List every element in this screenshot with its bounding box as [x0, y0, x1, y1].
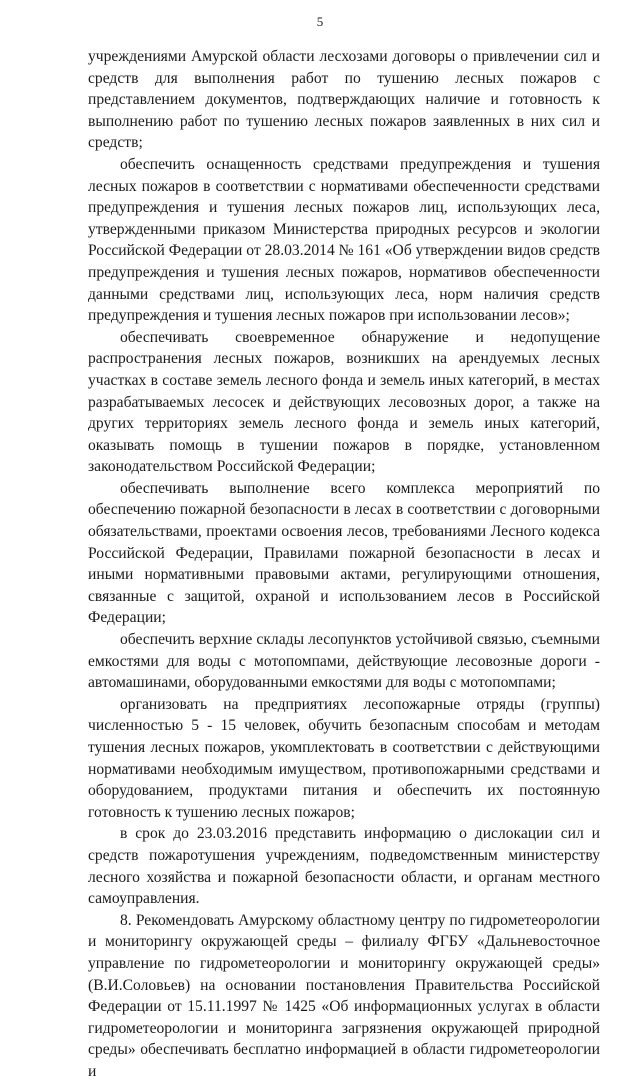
paragraph-item-8-hydrometeorology: 8. Рекомендовать Амурскому областному центру по гидрометеорологии и мониторингу окружающей среды – филиалу ФГБУ «Дальневосточное управление по гидрометеорологии и мониторингу окружающей среды» (В.И.Соловьев) на основании постановления Правительства Российской Федерации от 15.11.1997 № 1425 «Об информационных услугах в области гидрометеорологии и мониторинга загрязнения окружающей природной среды» обеспечивать бесплатно информацией в области гидрометеорологии и — [88, 911, 600, 1080]
paragraph-contract-continuation: учреждениями Амурской области лесхозами договоры о привлечении сил и средств для выполнения работ по тушению лесных пожаров с представлением документов, подтверждающих наличие и готовность к выполнению работ по тушению лесных пожаров заявленных в них сил и средств; — [88, 48, 600, 152]
page-number: 5 — [316, 14, 324, 29]
paragraph-fire-safety-measures: обеспечивать выполнение всего комплекса мероприятий по обеспечению пожарной безопасности в лесах в соответствии с договорными обязательствами, проектами освоения лесов, требованиями Лесного кодекса Российской Федерации, Правилами пожарной безопасности в лесах и иными нормативными правовыми актами, регулирующими отношения, связанные с защитой, охраной и использованием лесов в Российской Федерации; — [88, 479, 600, 627]
document-body — [88, 46, 600, 1083]
paragraph-equipment-standards: обеспечить оснащенность средствами предупреждения и тушения лесных пожаров в соответствии с нормативами обеспеченности средствами предупреждения и тушения лесных пожаров лиц, использующих леса, утвержденными приказом Министерства природных ресурсов и экологии Российской Федерации от 28.03.2014 № 161 «Об утверждении видов средств предупреждения и тушения лесных пожаров, нормативов обеспеченности данными средствами лиц, использующих леса, норм наличия средств предупреждения и тушения лесных пожаров при использовании лесов»; — [88, 155, 600, 325]
paragraph-firefighting-teams: организовать на предприятиях лесопожарные отряды (группы) численностью 5 - 15 человек, обучить безопасным способам и методам тушения лесных пожаров, укомплектовать в соответствии с действующими нормативами необходимым имуществом, противопожарными средствами и оборудованием, продуктами питания и обеспечить их постоянную готовность к тушению лесных пожаров; — [88, 695, 600, 821]
paragraph-warehouse-communications: обеспечить верхние склады лесопунктов устойчивой связью, съемными емкостями для воды с мотопомпами, действующие лесовозные дороги - автомашинами, оборудованными емкостями для воды с мотопомпами; — [88, 631, 600, 692]
paragraph-fire-detection: обеспечивать своевременное обнаружение и недопущение распространения лесных пожаров, возникших на арендуемых лесных участках в составе земель лесного фонда и земель иных категорий, в местах разрабатываемых лесосек и действующих лесовозных дорог, а также на других территориях земель лесного фонда и земель иных категорий, оказывать помощь в тушении пожаров в порядке, установленном законодательством Российской Федерации; — [88, 328, 600, 476]
paragraph-deployment-info: в срок до 23.03.2016 представить информацию о дислокации сил и средств пожаротушения учреждениям, подведомственным министерству лесного хозяйства и пожарной безопасности области, и органам местного самоуправления. — [88, 825, 600, 908]
